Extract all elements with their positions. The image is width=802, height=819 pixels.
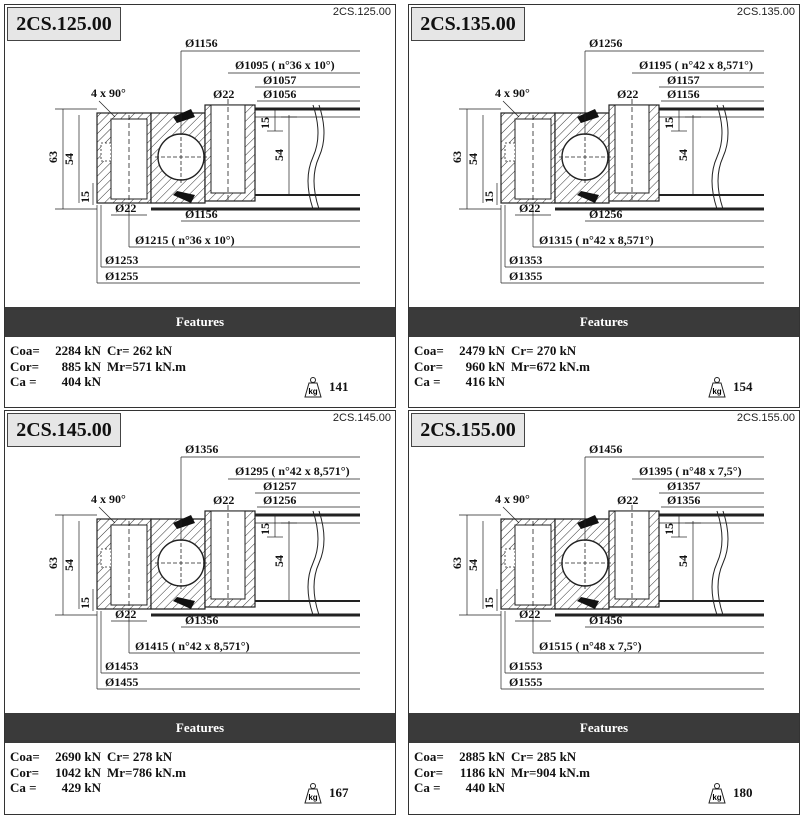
dim-hole-bottom: Ø22 xyxy=(519,607,541,621)
spec-coa-value: 2284 kN xyxy=(55,343,101,358)
weight-icon xyxy=(705,376,729,398)
spec-ca-value: 416 kN xyxy=(465,374,505,389)
spec-cr: Cr= 270 kN xyxy=(511,343,577,358)
spec-ca-label: Ca = xyxy=(414,374,441,389)
dim-angle: 4 x 90° xyxy=(495,492,530,506)
dim-hole-top: Ø22 xyxy=(213,87,235,101)
dim-height-54-right: 54 xyxy=(272,555,286,567)
spec-cr: Cr= 278 kN xyxy=(107,749,173,764)
weight-value: 154 xyxy=(733,379,753,394)
dim-bot1: Ø1156 xyxy=(185,207,218,221)
spec-cor-value: 960 kN xyxy=(465,358,505,374)
product-card xyxy=(408,4,800,408)
product-card xyxy=(4,4,396,408)
spec-ca-label: Ca = xyxy=(414,780,441,795)
spec-mr: Mr=786 kN.m xyxy=(107,764,186,780)
dim-height-15-left: 15 xyxy=(78,597,92,609)
dim-hole-top: Ø22 xyxy=(213,493,235,507)
spec-ca-label: Ca = xyxy=(10,780,37,795)
dim-top3: Ø1257 xyxy=(263,479,297,493)
weight-value: 180 xyxy=(733,785,753,800)
spec-mr: Mr=672 kN.m xyxy=(511,358,590,374)
dim-top1: Ø1356 xyxy=(185,442,219,456)
dim-top3: Ø1057 xyxy=(263,73,297,87)
spec-cor-label: Cor= xyxy=(10,358,40,374)
dim-bot2: Ø1315 ( n°42 x 8,571°) xyxy=(539,233,654,247)
dim-height-54-left: 54 xyxy=(62,153,76,165)
product-title: 2CS.155.00 xyxy=(411,413,525,447)
weight-icon xyxy=(301,376,325,398)
dim-top4: Ø1256 xyxy=(263,493,297,507)
dim-angle: 4 x 90° xyxy=(91,492,126,506)
dim-angle: 4 x 90° xyxy=(91,86,126,100)
dim-height-63: 63 xyxy=(46,151,60,163)
weight-value: 141 xyxy=(329,379,349,394)
weight-value: 167 xyxy=(329,785,349,800)
weight-block xyxy=(705,376,753,402)
product-title: 2CS.125.00 xyxy=(7,7,121,41)
dim-height-15-left: 15 xyxy=(482,191,496,203)
dim-bot1: Ø1356 xyxy=(185,613,219,627)
dim-height-63: 63 xyxy=(450,151,464,163)
dim-bot2: Ø1515 ( n°48 x 7,5°) xyxy=(539,639,642,653)
dim-height-54-left: 54 xyxy=(466,559,480,571)
dim-bot4: Ø1355 xyxy=(509,269,543,283)
dim-bot4: Ø1555 xyxy=(509,675,543,689)
dim-bot1: Ø1256 xyxy=(589,207,623,221)
dim-bot2: Ø1415 ( n°42 x 8,571°) xyxy=(135,639,250,653)
dim-top3: Ø1357 xyxy=(667,479,701,493)
dim-hole-top: Ø22 xyxy=(617,493,639,507)
spec-coa-label: Coa= xyxy=(10,749,40,764)
spec-cor-value: 1042 kN xyxy=(55,764,101,780)
outer-ring-section xyxy=(501,113,555,205)
weight-icon-label: kg xyxy=(712,387,722,396)
dim-height-54-left: 54 xyxy=(62,559,76,571)
product-card xyxy=(408,410,800,815)
dim-bot4: Ø1455 xyxy=(105,675,139,689)
dim-height-15-right: 15 xyxy=(258,523,272,535)
weight-icon-label: kg xyxy=(308,387,318,396)
dim-bot3: Ø1253 xyxy=(105,253,139,267)
outer-ring-section xyxy=(501,519,555,611)
dim-angle: 4 x 90° xyxy=(495,86,530,100)
spec-coa-label: Coa= xyxy=(10,343,40,358)
dim-height-54-right: 54 xyxy=(676,149,690,161)
spec-ca-value: 429 kN xyxy=(61,780,101,795)
dim-top1: Ø1456 xyxy=(589,442,623,456)
dim-hole-top: Ø22 xyxy=(617,87,639,101)
cross-section-drawing xyxy=(5,5,396,307)
features-header: Features xyxy=(409,307,799,337)
spec-cor-value: 1186 kN xyxy=(459,764,505,780)
dim-height-15-left: 15 xyxy=(78,191,92,203)
dim-height-63: 63 xyxy=(450,557,464,569)
dim-height-15-right: 15 xyxy=(662,117,676,129)
specs-block xyxy=(414,749,590,796)
spec-cr: Cr= 262 kN xyxy=(107,343,173,358)
dim-height-15-right: 15 xyxy=(662,523,676,535)
weight-block xyxy=(301,782,349,808)
spec-mr: Mr=904 kN.m xyxy=(511,764,590,780)
product-title: 2CS.135.00 xyxy=(411,7,525,41)
weight-icon-label: kg xyxy=(712,793,722,802)
spec-coa-label: Coa= xyxy=(414,343,444,358)
dim-top2: Ø1395 ( n°48 x 7,5°) xyxy=(639,464,742,478)
cross-section-drawing xyxy=(409,411,800,713)
dim-top2: Ø1295 ( n°42 x 8,571°) xyxy=(235,464,350,478)
specs-block xyxy=(414,343,590,390)
dim-top2: Ø1095 ( n°36 x 10°) xyxy=(235,58,335,72)
dim-height-63: 63 xyxy=(46,557,60,569)
dim-height-54-right: 54 xyxy=(272,149,286,161)
spec-cor-label: Cor= xyxy=(414,764,444,780)
outer-ring-section xyxy=(97,113,151,205)
dim-top3: Ø1157 xyxy=(667,73,700,87)
weight-icon-label: kg xyxy=(308,793,318,802)
product-code-small: 2CS.135.00 xyxy=(736,6,795,18)
product-card xyxy=(4,410,396,815)
dim-height-54-left: 54 xyxy=(466,153,480,165)
dim-top1: Ø1156 xyxy=(185,36,218,50)
dim-height-54-right: 54 xyxy=(676,555,690,567)
dim-bot3: Ø1353 xyxy=(509,253,543,267)
cross-section-drawing xyxy=(409,5,800,307)
dim-top4: Ø1156 xyxy=(667,87,700,101)
dim-bot4: Ø1255 xyxy=(105,269,139,283)
dim-top4: Ø1356 xyxy=(667,493,701,507)
product-code-small: 2CS.145.00 xyxy=(332,412,391,424)
spec-coa-value: 2479 kN xyxy=(459,343,505,358)
spec-ca-label: Ca = xyxy=(10,374,37,389)
dim-height-15-right: 15 xyxy=(258,117,272,129)
features-header: Features xyxy=(5,307,395,337)
dim-bot3: Ø1553 xyxy=(509,659,543,673)
weight-block xyxy=(301,376,349,402)
features-header: Features xyxy=(5,713,395,743)
weight-block xyxy=(705,782,753,808)
spec-coa-value: 2690 kN xyxy=(55,749,101,764)
dim-bot3: Ø1453 xyxy=(105,659,139,673)
dim-top4: Ø1056 xyxy=(263,87,297,101)
spec-ca-value: 440 kN xyxy=(465,780,505,795)
outer-ring-section xyxy=(97,519,151,611)
spec-coa-value: 2885 kN xyxy=(459,749,505,764)
cross-section-drawing xyxy=(5,411,396,713)
dim-hole-bottom: Ø22 xyxy=(115,607,137,621)
product-code-small: 2CS.125.00 xyxy=(332,6,391,18)
product-code-small: 2CS.155.00 xyxy=(736,412,795,424)
spec-cr: Cr= 285 kN xyxy=(511,749,577,764)
dim-bot2: Ø1215 ( n°36 x 10°) xyxy=(135,233,235,247)
weight-icon xyxy=(705,782,729,804)
spec-coa-label: Coa= xyxy=(414,749,444,764)
dim-top2: Ø1195 ( n°42 x 8,571°) xyxy=(639,58,753,72)
weight-icon xyxy=(301,782,325,804)
spec-cor-label: Cor= xyxy=(414,358,444,374)
specs-block xyxy=(10,749,186,796)
dim-hole-bottom: Ø22 xyxy=(519,201,541,215)
dim-bot1: Ø1456 xyxy=(589,613,623,627)
spec-ca-value: 404 kN xyxy=(61,374,101,389)
dim-height-15-left: 15 xyxy=(482,597,496,609)
product-title: 2CS.145.00 xyxy=(7,413,121,447)
features-header: Features xyxy=(409,713,799,743)
specs-block xyxy=(10,343,186,390)
dim-hole-bottom: Ø22 xyxy=(115,201,137,215)
spec-mr: Mr=571 kN.m xyxy=(107,358,186,374)
spec-cor-label: Cor= xyxy=(10,764,40,780)
spec-cor-value: 885 kN xyxy=(61,358,101,374)
dim-top1: Ø1256 xyxy=(589,36,623,50)
